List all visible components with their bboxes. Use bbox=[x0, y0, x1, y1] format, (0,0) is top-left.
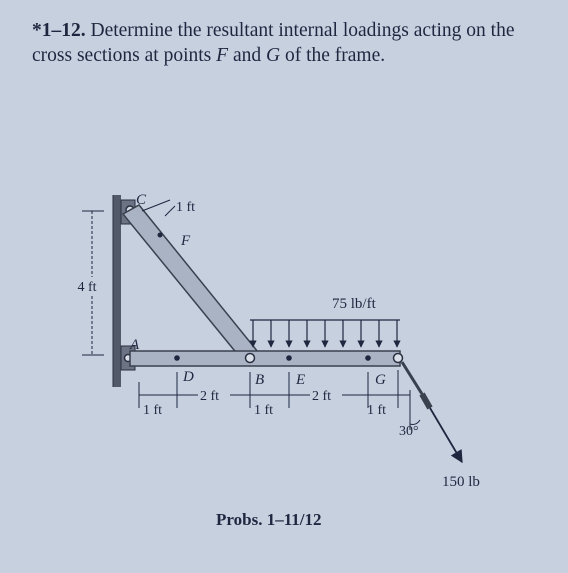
distributed-load-label: 75 lb/ft bbox=[332, 296, 376, 312]
label-b: B bbox=[255, 372, 265, 388]
angle-label: 30° bbox=[399, 424, 419, 439]
dim-d-to-b-label: 2 ft bbox=[200, 389, 220, 404]
label-d: D bbox=[183, 369, 194, 385]
figure-caption: Probs. 1–11/12 bbox=[216, 510, 322, 529]
height-dimension bbox=[70, 211, 104, 355]
problem-number: *1–12. bbox=[32, 20, 86, 41]
label-a: A bbox=[130, 337, 140, 353]
point-load-label: 150 lb bbox=[442, 474, 480, 490]
point-f-ref: F bbox=[216, 45, 229, 66]
end-pin bbox=[394, 354, 403, 363]
dim-g-to-end-label: 1 ft bbox=[367, 403, 387, 418]
angle-indicator bbox=[399, 390, 420, 439]
diagonal-member bbox=[123, 205, 258, 361]
label-f: F bbox=[181, 233, 191, 249]
point-e-dot bbox=[286, 355, 292, 361]
label-e: E bbox=[296, 372, 306, 388]
problem-text-2: on the cross sections at points bbox=[32, 20, 515, 66]
dim-b-to-e-label: 1 ft bbox=[254, 403, 274, 418]
height-label: 4 ft bbox=[77, 280, 97, 295]
dim-a-to-d-label: 1 ft bbox=[143, 403, 163, 418]
problem-text-3: and bbox=[228, 45, 266, 66]
point-f-dot bbox=[158, 233, 163, 238]
horizontal-member bbox=[130, 351, 400, 366]
dim-e-to-g-label: 2 ft bbox=[312, 389, 332, 404]
point-g-dot bbox=[365, 355, 371, 361]
wall bbox=[113, 195, 121, 387]
distributed-load bbox=[250, 296, 400, 347]
point-d-dot bbox=[174, 355, 180, 361]
dim-c-to-f-label: 1 ft bbox=[176, 200, 196, 215]
point-g-ref: G bbox=[265, 45, 281, 66]
dim-c-to-f bbox=[142, 200, 195, 216]
problem-text-4: of the frame. bbox=[280, 45, 386, 66]
horizontal-dimensions bbox=[139, 370, 410, 418]
problem-text-1: Determine the resultant internal loadings acting bbox=[90, 20, 462, 41]
pin-b bbox=[246, 354, 255, 363]
label-g: G bbox=[375, 372, 386, 388]
cable bbox=[402, 362, 462, 462]
label-c: C bbox=[136, 192, 147, 208]
